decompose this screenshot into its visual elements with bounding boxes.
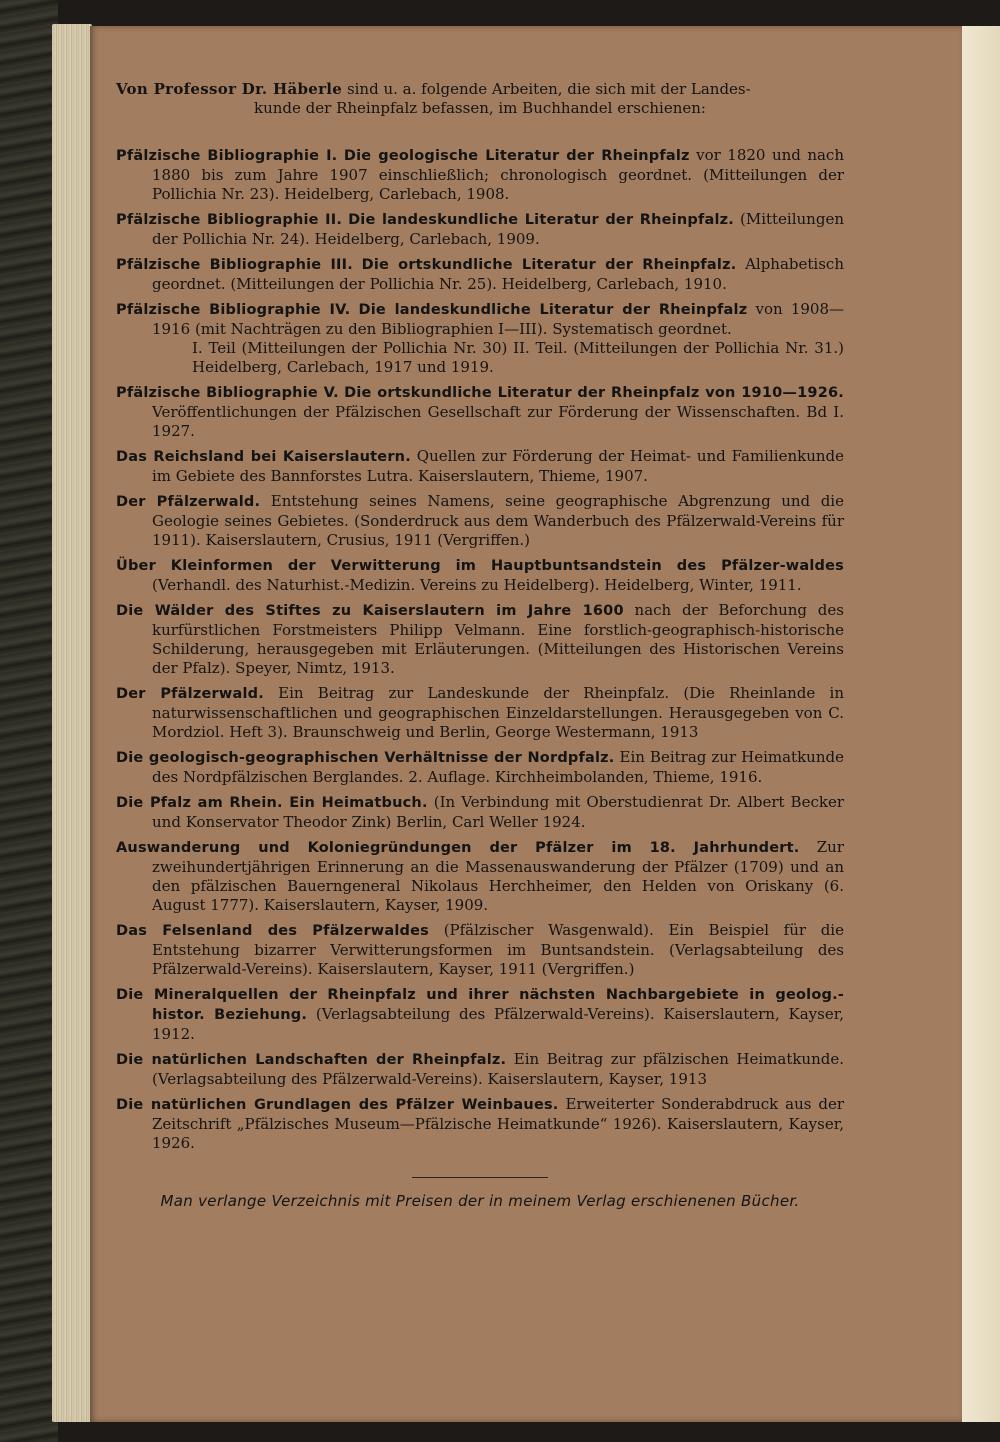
bibliography-entry bbox=[116, 1095, 844, 1153]
bibliography-entry bbox=[116, 838, 844, 915]
entry-details: vor 1820 und nach 1880 bis zum Jahre 1907 einschließlich; chronologisch geordnet. (Mitteilungen der Pollichia Nr. 23). Heidelberg, Carlebach, 1908. bbox=[152, 146, 844, 203]
bibliography-entry bbox=[116, 748, 844, 787]
bibliography-entry bbox=[116, 684, 844, 742]
bibliography-entry bbox=[116, 383, 844, 441]
entry-details: Ein Beitrag zur Heimatkunde des Nordpfälzischen Berglandes. 2. Auflage. Kirchheimbolanden, Thieme, 1916. bbox=[152, 748, 844, 786]
bibliography-entry bbox=[116, 447, 844, 486]
entry-details: Alphabetisch geordnet. (Mitteilungen der Pollichia Nr. 25). Heidelberg, Carlebach, 1910. bbox=[152, 255, 844, 293]
entry-title: Pfälzische Bibliographie III. bbox=[116, 257, 353, 273]
entry-subject: Die geologische Literatur der Rheinpfalz bbox=[343, 148, 690, 164]
entry-subject: Die ortskundliche Literatur der Rheinpfalz. bbox=[361, 257, 737, 273]
intro-second-line: kunde der Rheinpfalz befassen, im Buchhandel erschienen: bbox=[254, 99, 706, 117]
bibliography-entry bbox=[116, 556, 844, 595]
entry-title: Pfälzische Bibliographie I. bbox=[116, 148, 338, 164]
bibliography-entry bbox=[116, 492, 844, 550]
entry-title: Die natürlichen Grundlagen des Pfälzer Weinbaues. bbox=[116, 1097, 559, 1113]
footer-note: Man verlange Verzeichnis mit Preisen der in meinem Verlag erschienenen Bücher. bbox=[160, 1192, 800, 1210]
page-content bbox=[116, 80, 844, 1211]
bibliography-entry bbox=[116, 985, 844, 1044]
entry-title: Über Kleinformen der Verwitterung im Hauptbuntsandstein des Pfälzer-waldes bbox=[116, 558, 844, 574]
bibliography-entry bbox=[116, 793, 844, 832]
intro-paragraph bbox=[116, 80, 844, 118]
entry-title: Die Mineralquellen der Rheinpfalz und ihrer nächsten Nachbargebiete in geolog.-histor. Beziehung. bbox=[116, 987, 844, 1023]
entry-title: Auswanderung und Koloniegründungen der Pfälzer im 18. Jahrhundert. bbox=[116, 840, 800, 856]
entry-title: Die Pfalz am Rhein. Ein Heimatbuch. bbox=[116, 795, 428, 811]
bibliography-entry bbox=[116, 146, 844, 204]
entry-title: Das Reichsland bei Kaiserslautern. bbox=[116, 449, 411, 465]
entry-details: (In Verbindung mit Oberstudienrat Dr. Albert Becker und Konservator Theodor Zink) Berlin, Carl Weller 1924. bbox=[152, 793, 844, 831]
entry-subject: Die ortskundliche Literatur der Rheinpfalz von 1910—1926. bbox=[344, 385, 844, 401]
entry-details: nach der Beforchung des kurfürstlichen Forstmeisters Philipp Velmann. Eine forstlich-geographisch-historische Schilderung, herausgegeben mit Erläuterungen. (Mitteilungen des Historischen Vereins der Pfalz). Speyer, Nimtz, 1913. bbox=[152, 601, 844, 677]
entry-title: Der Pfälzerwald. bbox=[116, 494, 261, 510]
entry-title: Der Pfälzerwald. bbox=[116, 686, 264, 702]
entry-subject: Die landeskundliche Literatur der Rheinpfalz bbox=[358, 302, 748, 318]
book-spine bbox=[0, 0, 58, 1442]
bibliography-entry bbox=[116, 921, 844, 979]
entry-details: Veröffentlichungen der Pfälzischen Gesellschaft zur Förderung der Wissenschaften. Bd I. 1927. bbox=[152, 403, 844, 440]
bibliography-entry bbox=[116, 300, 844, 377]
intro-author: Von Professor Dr. Häberle bbox=[116, 80, 343, 98]
bibliography-entry bbox=[116, 210, 844, 249]
bibliography-entry bbox=[116, 1050, 844, 1089]
entry-details: (Verlagsabteilung des Pfälzerwald-Vereins). Kaiserslautern, Kayser, 1912. bbox=[152, 1005, 845, 1043]
entry-details: Quellen zur Förderung der Heimat- und Familienkunde im Gebiete des Bannforstes Lutra. Kaiserslautern, Thieme, 1907. bbox=[152, 447, 844, 485]
entry-title: Das Felsenland des Pfälzerwaldes bbox=[116, 923, 430, 939]
page-edges bbox=[52, 24, 92, 1422]
bibliography-entry bbox=[116, 255, 844, 294]
entry-title: Pfälzische Bibliographie II. bbox=[116, 212, 343, 228]
entry-details: Zur zweihundertjährigen Erinnerung an die Massenauswanderung der Pfälzer (1709) und an den pfälzischen Bauerngeneral Nikolaus Herchheimer, den Helden von Oriskany (6. August 1777). Kaiserslautern, Kayser, 1909. bbox=[152, 838, 844, 914]
entry-details: Ein Beitrag zur Landeskunde der Rheinpfalz. (Die Rheinlande in naturwissenschaftlichen und geographischen Einzeldarstellungen. Herausgegeben von C. Mordziol. Heft 3). Braunschweig und Berlin, George Westermann, 1913 bbox=[152, 684, 844, 741]
next-page-edge bbox=[962, 26, 1000, 1422]
entry-title: Die geologisch-geographischen Verhältnisse der Nordpfalz. bbox=[116, 750, 615, 766]
entry-title: Die Wälder des Stiftes zu Kaiserslautern im Jahre 1600 bbox=[116, 603, 624, 619]
separator-line bbox=[412, 1177, 548, 1178]
entry-title: Pfälzische Bibliographie V. bbox=[116, 385, 339, 401]
entry-title: Pfälzische Bibliographie IV. bbox=[116, 302, 351, 318]
entry-details: (Mitteilungen der Pollichia Nr. 24). Heidelberg, Carlebach, 1909. bbox=[152, 210, 844, 248]
entry-details: von 1908—1916 (mit Nachträgen zu den Bibliographien I—III). Systematisch geordnet. bbox=[152, 300, 844, 338]
entry-details: Ein Beitrag zur pfälzischen Heimatkunde. (Verlagsabteilung des Pfälzerwald-Vereins). Kaiserslautern, Kayser, 1913 bbox=[152, 1050, 845, 1088]
entry-title: Die natürlichen Landschaften der Rheinpfalz. bbox=[116, 1052, 507, 1068]
entry-subdetails: I. Teil (Mitteilungen der Pollichia Nr. 30) II. Teil. (Mitteilungen der Pollichia Nr. 31.) Heidelberg, Carlebach, 1917 und 1919. bbox=[192, 339, 844, 376]
intro-text: sind u. a. folgende Arbeiten, die sich mit der Landes- bbox=[346, 80, 751, 98]
entry-details: (Pfälzischer Wasgenwald). Ein Beispiel für die Entstehung bizarrer Verwitterungsformen im Buntsandstein. (Verlagsabteilung des Pfälzerwald-Vereins). Kaiserslautern, Kayser, 1911 (Vergriffen.) bbox=[152, 921, 844, 978]
bibliography-entry bbox=[116, 601, 844, 678]
entry-details: (Verhandl. des Naturhist.-Medizin. Vereins zu Heidelberg). Heidelberg, Winter, 1911. bbox=[152, 576, 802, 594]
entry-subject: Die landeskundliche Literatur der Rheinpfalz. bbox=[348, 212, 734, 228]
bibliography-list bbox=[116, 146, 844, 1153]
entry-details: Entstehung seines Namens, seine geographische Abgrenzung und die Geologie seines Gebietes. (Sonderdruck aus dem Wanderbuch des Pfälzerwald-Vereins für 1911). Kaiserslautern, Crusius, 1911 (Vergriffen.) bbox=[152, 492, 844, 549]
entry-details: Erweiterter Sonderabdruck aus der Zeitschrift „Pfälzisches Museum—Pfälzische Heimatkunde“ 1926). Kaiserslautern, Kayser, 1926. bbox=[152, 1095, 844, 1152]
